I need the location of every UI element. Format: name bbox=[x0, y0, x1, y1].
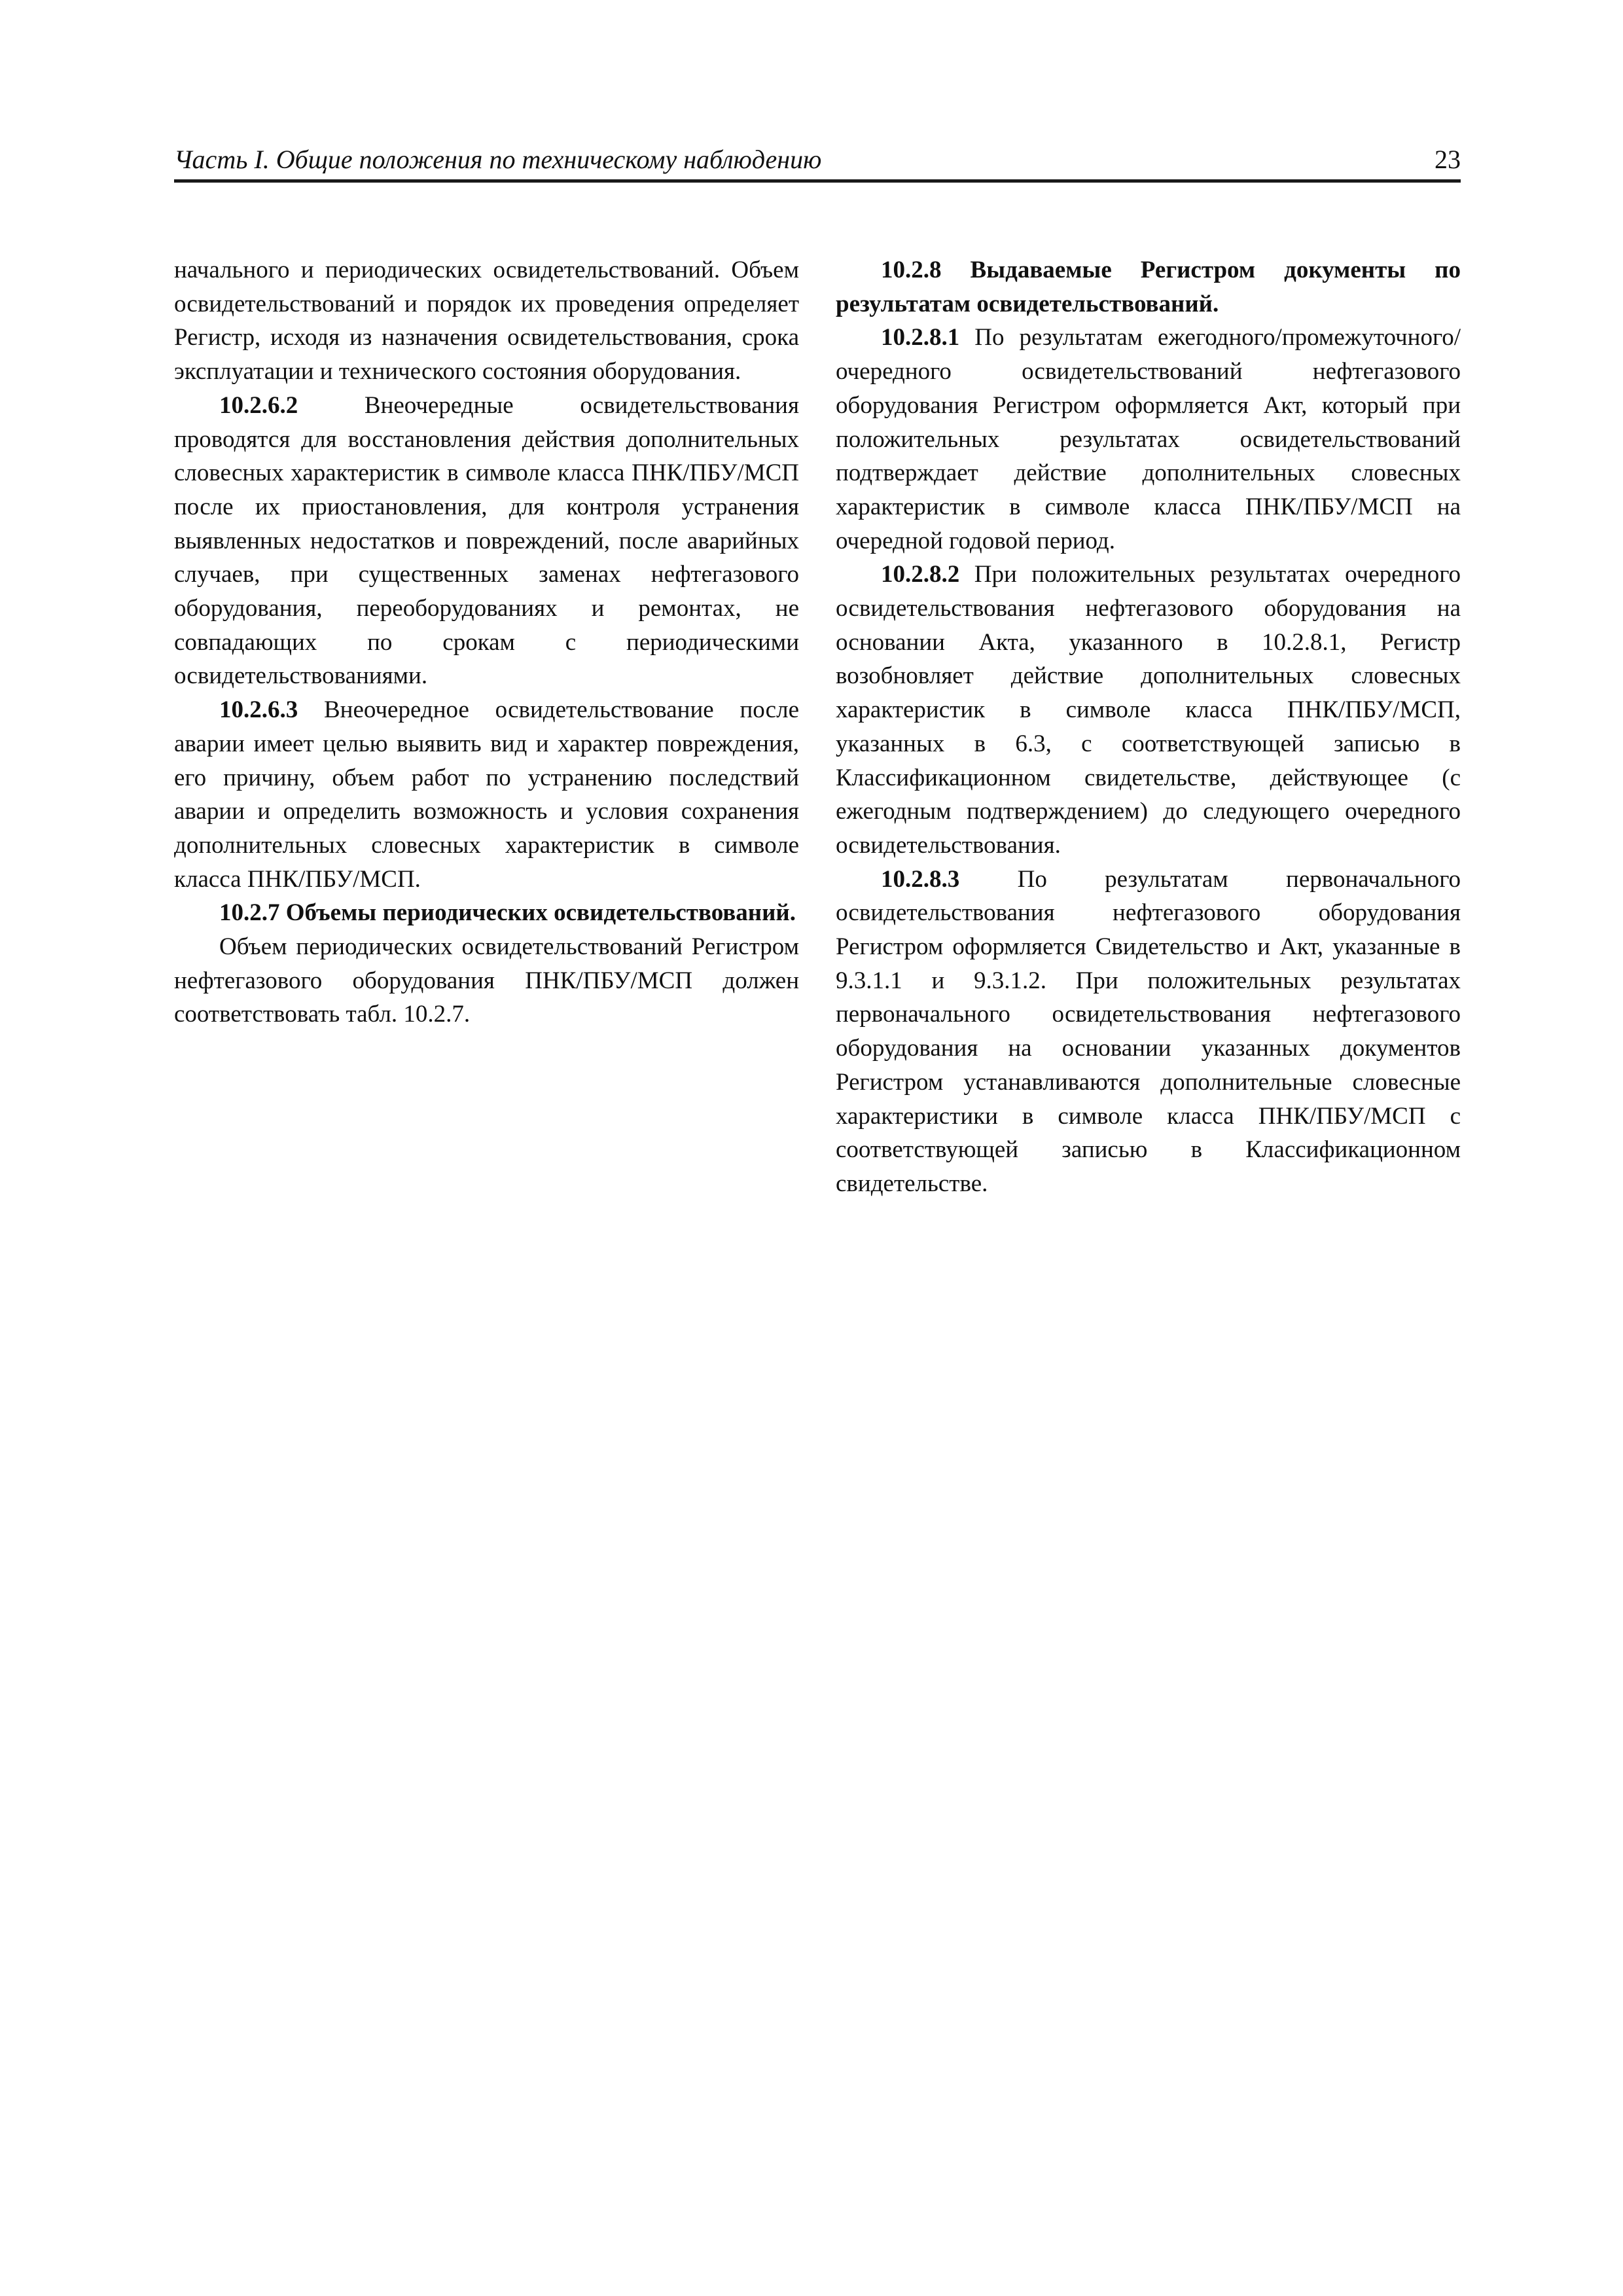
paragraph-text: По результатам первоначального освидетельствования нефтегазового оборудования Регистром оформляется Свидетельство и Акт, указанные в 9.3.1.1 и 9.3.1.2. При положительных результатах первоначального освидетельствования нефтегазового оборудования на основании указанных документов Регистром устанавливаются дополнительные словесные характеристики в символе класса ПНК/ПБУ/МСП с соответствующей записью в Классификационном свидетельстве. bbox=[836, 865, 1461, 1197]
running-header bbox=[174, 143, 1461, 183]
page-number: 23 bbox=[1435, 145, 1461, 174]
paragraph-text: По результатам ежегодного/промежуточного/очередного освидетельствований нефтегазового оборудования Регистром оформляется Акт, который при положительных результатах освидетельствований подтверждает действие дополнительных словесных характеристик в символе класса ПНК/ПБУ/МСП на очередной годовой период. bbox=[836, 324, 1461, 554]
paragraph-continuation: начального и периодических освидетельствований. Объем освидетельствований и порядок их проведения определяет Регистр, исходя из назначения освидетельствования, срока эксплуатации и технического состояния оборудования. bbox=[174, 257, 799, 386]
clause-number: 10.2.6.3 bbox=[219, 696, 298, 724]
paragraph-text: Внеочередное освидетельствование после аварии имеет целью выявить вид и характер повреждения, его причину, объем работ по устранению последствий аварии и определить возможность и условия сохранения дополнительных словесных характеристик в символе класса ПНК/ПБУ/МСП. bbox=[174, 696, 799, 893]
paragraph-10-2-6-3 bbox=[174, 693, 799, 896]
clause-number: 10.2.8.2 bbox=[881, 561, 960, 588]
section-heading-10-2-8: 10.2.8 Выдаваемые Регистром документы по результатам освидетельствований. bbox=[836, 257, 1461, 317]
running-title: Часть I. Общие положения по техническому наблюдению bbox=[174, 145, 822, 174]
paragraph-text: При положительных результатах очередного освидетельствования нефтегазового оборудования на основании Акта, указанного в 10.2.8.1, Регистр возобновляет действие дополнительных словесных характеристик в символе класса ПНК/ПБУ/МСП, указанных в 6.3, с соответствующей записью в Классификационном свидетельстве, действующее (с ежегодным подтверждением) до следующего очередного освидетельствования. bbox=[836, 561, 1461, 859]
paragraph-text: Внеочередные освидетельствования проводятся для восстановления действия дополнительных словесных характеристик в символе класса ПНК/ПБУ/МСП после их приостановления, для контроля устранения выявленных недостатков и повреждений, после аварийных случаев, при существенных заменах нефтегазового оборудования, переоборудованиях и ремонтах, не совпадающих по срокам с периодическими освидетельствованиями. bbox=[174, 391, 799, 690]
paragraph-10-2-6-2 bbox=[174, 389, 799, 693]
paragraph-10-2-7-body: Объем периодических освидетельствований Регистром нефтегазового оборудования ПНК/ПБУ/МСП должен соответствовать табл. 10.2.7. bbox=[174, 933, 799, 1028]
right-column bbox=[836, 253, 1461, 1201]
clause-number: 10.2.8.1 bbox=[881, 324, 960, 351]
clause-number: 10.2.8.3 bbox=[881, 865, 960, 893]
paragraph-10-2-8-2 bbox=[836, 558, 1461, 862]
paragraph-10-2-8-3 bbox=[836, 863, 1461, 1201]
left-column bbox=[174, 253, 799, 1031]
section-heading-10-2-7: 10.2.7 Объемы периодических освидетельствований. bbox=[219, 899, 796, 927]
clause-number: 10.2.6.2 bbox=[219, 391, 298, 419]
paragraph-10-2-8-1 bbox=[836, 321, 1461, 558]
